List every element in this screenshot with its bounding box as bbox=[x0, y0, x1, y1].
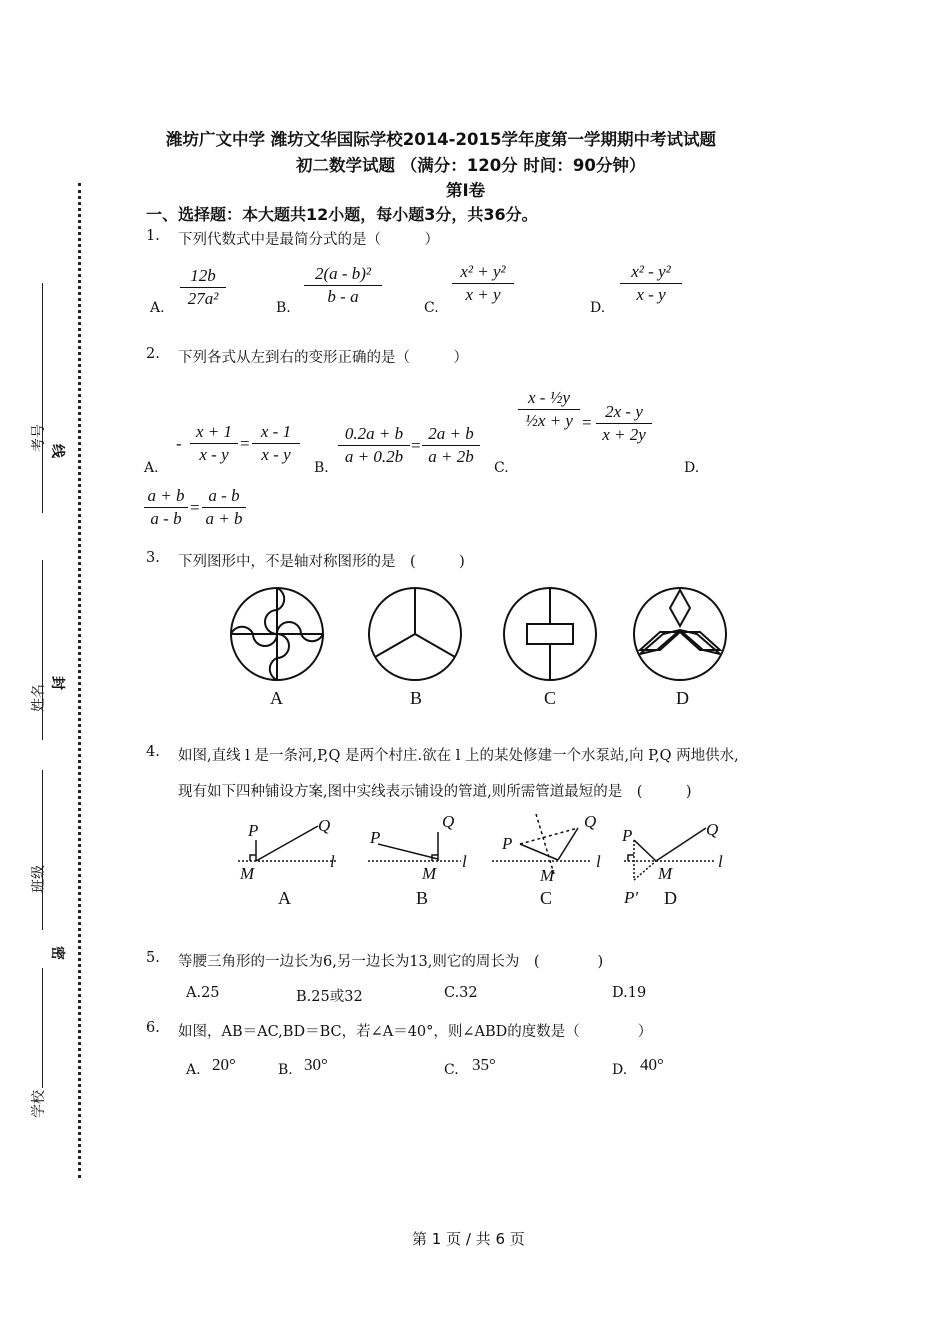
q2-b-equals: = bbox=[411, 436, 421, 455]
q1-option-a-fraction bbox=[180, 266, 226, 309]
denominator: x - y bbox=[199, 445, 229, 464]
school-label: 学校 bbox=[31, 1090, 47, 1118]
q2-a-right-fraction bbox=[252, 422, 300, 465]
q6-option-a-value: 20° bbox=[212, 1055, 236, 1074]
exam-title: 潍坊广文中学 潍坊文华国际学校2014-2015学年度第一学期期中考试试题 bbox=[166, 130, 716, 149]
exam-no-line bbox=[42, 283, 43, 513]
q4-c-m: M bbox=[540, 866, 555, 885]
q4-label-a: A bbox=[278, 888, 291, 908]
denominator: 27a² bbox=[187, 289, 219, 308]
numerator: 12b bbox=[190, 266, 216, 285]
q4-b-p: P bbox=[370, 828, 381, 847]
q2-option-d-label: D. bbox=[684, 460, 700, 476]
numerator: 2(a - b)² bbox=[314, 264, 372, 283]
numerator: a + b bbox=[147, 486, 185, 505]
denominator: a - b bbox=[150, 509, 182, 528]
q2-b-left-fraction bbox=[338, 424, 410, 467]
q1-number: 1. bbox=[146, 228, 160, 244]
q2-a-equals: = bbox=[240, 434, 250, 453]
numerator: x + 1 bbox=[195, 422, 233, 441]
figure-c-rectangle bbox=[504, 588, 596, 680]
q4-d-l: l bbox=[718, 852, 723, 871]
denominator: ½x + y bbox=[525, 411, 573, 430]
q1-option-c-fraction bbox=[452, 262, 514, 305]
denominator: x - y bbox=[261, 445, 291, 464]
q1-option-a-label: A. bbox=[150, 300, 165, 316]
numerator: a - b bbox=[208, 486, 240, 505]
q2-c-equals: = bbox=[582, 413, 592, 432]
q4-text-line1: 如图,直线 l 是一条河,P,Q 是两个村庄.欲在 l 上的某处修建一个水泵站,向 P,Q 两地供水, bbox=[178, 748, 739, 764]
q2-b-right-fraction bbox=[422, 424, 480, 467]
q6-number: 6. bbox=[146, 1020, 160, 1036]
q2-option-a-label: A. bbox=[144, 460, 159, 476]
q4-c-q: Q bbox=[584, 812, 597, 831]
figure-b-three-sectors bbox=[369, 588, 461, 680]
q2-d-right-fraction bbox=[202, 486, 246, 529]
q4-b-l: l bbox=[462, 852, 467, 871]
seal-feng: 封 bbox=[48, 676, 68, 690]
q4-a-m: M bbox=[240, 864, 255, 883]
school-line bbox=[42, 968, 43, 1088]
q4-d-m: M bbox=[658, 864, 673, 883]
q4-label-d: D bbox=[664, 888, 677, 908]
q3-text: 下列图形中，不是轴对称图形的是 ( ) bbox=[178, 554, 465, 570]
denominator: b - a bbox=[327, 287, 359, 306]
seal-xian: 线 bbox=[48, 444, 68, 458]
q4-d-q: Q bbox=[706, 820, 719, 839]
denominator: x + 2y bbox=[602, 425, 646, 444]
q6-option-a-label: A. bbox=[186, 1062, 201, 1078]
volume-title: 第Ⅰ卷 bbox=[446, 181, 486, 200]
q3-label-a: A bbox=[270, 688, 283, 708]
q3-figures bbox=[220, 584, 740, 712]
q4-c-p: P bbox=[502, 834, 513, 853]
q2-a-sign: - bbox=[176, 434, 182, 453]
q4-c-l: l bbox=[596, 852, 601, 871]
numerator: 2x - y bbox=[605, 402, 643, 421]
q2-c-left-fraction bbox=[518, 388, 580, 431]
q6-option-b-label: B. bbox=[278, 1062, 293, 1078]
q4-b-q: Q bbox=[442, 812, 455, 831]
q4-label-c: C bbox=[540, 888, 553, 908]
q5-option-c: C.32 bbox=[444, 985, 478, 1001]
numerator: x² + y² bbox=[460, 262, 506, 281]
q6-option-d-value: 40° bbox=[640, 1055, 664, 1074]
denominator: a + b bbox=[205, 509, 243, 528]
q6-text: 如图，AB＝AC,BD＝BC，若∠A＝40°，则∠ABD的度数是（ ） bbox=[178, 1024, 653, 1040]
section-title: 一、选择题：本大题共12小题，每小题3分，共36分。 bbox=[146, 205, 538, 224]
denominator: x - y bbox=[636, 285, 666, 304]
q4-a-l: l bbox=[330, 852, 335, 871]
q4-a-p: P bbox=[248, 821, 259, 840]
numerator: 0.2a + b bbox=[344, 424, 404, 443]
exam-subtitle: 初二数学试题 （满分：120分 时间：90分钟） bbox=[296, 156, 646, 175]
q5-text: 等腰三角形的一边长为6,另一边长为13,则它的周长为 ( ) bbox=[178, 954, 604, 970]
q4-text-line2: 现有如下四种铺设方案,图中实线表示铺设的管道,则所需管道最短的是 ( ) bbox=[178, 784, 692, 800]
q2-a-left-fraction bbox=[190, 422, 238, 465]
exam-no-label: 考号 bbox=[31, 424, 47, 452]
q3-number: 3. bbox=[146, 550, 160, 566]
q3-label-b: B bbox=[410, 688, 423, 708]
name-label: 姓名 bbox=[31, 684, 47, 712]
q1-option-b-label: B. bbox=[276, 300, 291, 316]
q3-label-c: C bbox=[544, 688, 557, 708]
q4-number: 4. bbox=[146, 744, 160, 760]
figure-d-diamonds bbox=[634, 588, 726, 680]
q3-label-d: D bbox=[676, 688, 689, 708]
q2-text: 下列各式从左到右的变形正确的是（ ） bbox=[178, 350, 468, 366]
q2-d-left-fraction bbox=[144, 486, 188, 529]
q6-option-c-label: C. bbox=[444, 1062, 459, 1078]
figure-a-pinwheel bbox=[231, 588, 323, 680]
seal-mi: 密 bbox=[48, 946, 68, 960]
q1-option-d-label: D. bbox=[590, 300, 606, 316]
q2-number: 2. bbox=[146, 346, 160, 362]
q4-d-p: P bbox=[622, 826, 633, 845]
numerator: x - ½y bbox=[527, 388, 570, 407]
numerator: x² - y² bbox=[631, 262, 671, 281]
q1-option-d-fraction bbox=[620, 262, 682, 305]
q2-option-b-label: B. bbox=[314, 460, 329, 476]
binding-dotted-line bbox=[78, 183, 81, 1178]
q2-d-equals: = bbox=[190, 498, 200, 517]
q2-option-c-label: C. bbox=[494, 460, 509, 476]
name-line bbox=[42, 560, 43, 740]
q4-a-q: Q bbox=[318, 816, 331, 835]
class-label: 班级 bbox=[31, 865, 47, 893]
q6-option-b-value: 30° bbox=[304, 1055, 328, 1074]
page-footer: 第 1 页 / 共 6 页 bbox=[412, 1230, 525, 1248]
q1-option-c-label: C. bbox=[424, 300, 439, 316]
q5-option-b: B.25或32 bbox=[296, 989, 363, 1005]
q4-label-b: B bbox=[416, 888, 429, 908]
q2-c-right-fraction bbox=[596, 402, 652, 445]
q1-text: 下列代数式中是最简分式的是（ ） bbox=[178, 232, 439, 248]
q1-option-b-fraction bbox=[304, 264, 382, 307]
q5-option-d: D.19 bbox=[612, 985, 647, 1001]
denominator: a + 0.2b bbox=[344, 447, 404, 466]
class-line bbox=[42, 770, 43, 930]
numerator: x - 1 bbox=[260, 422, 292, 441]
q4-d-p-prime: P′ bbox=[624, 888, 639, 907]
q6-option-c-value: 35° bbox=[472, 1055, 496, 1074]
q4-b-m: M bbox=[422, 864, 437, 883]
numerator: 2a + b bbox=[428, 424, 474, 443]
denominator: x + y bbox=[465, 285, 501, 304]
q6-option-d-label: D. bbox=[612, 1062, 628, 1078]
denominator: a + 2b bbox=[428, 447, 474, 466]
q5-number: 5. bbox=[146, 950, 160, 966]
q5-option-a: A.25 bbox=[186, 985, 220, 1001]
